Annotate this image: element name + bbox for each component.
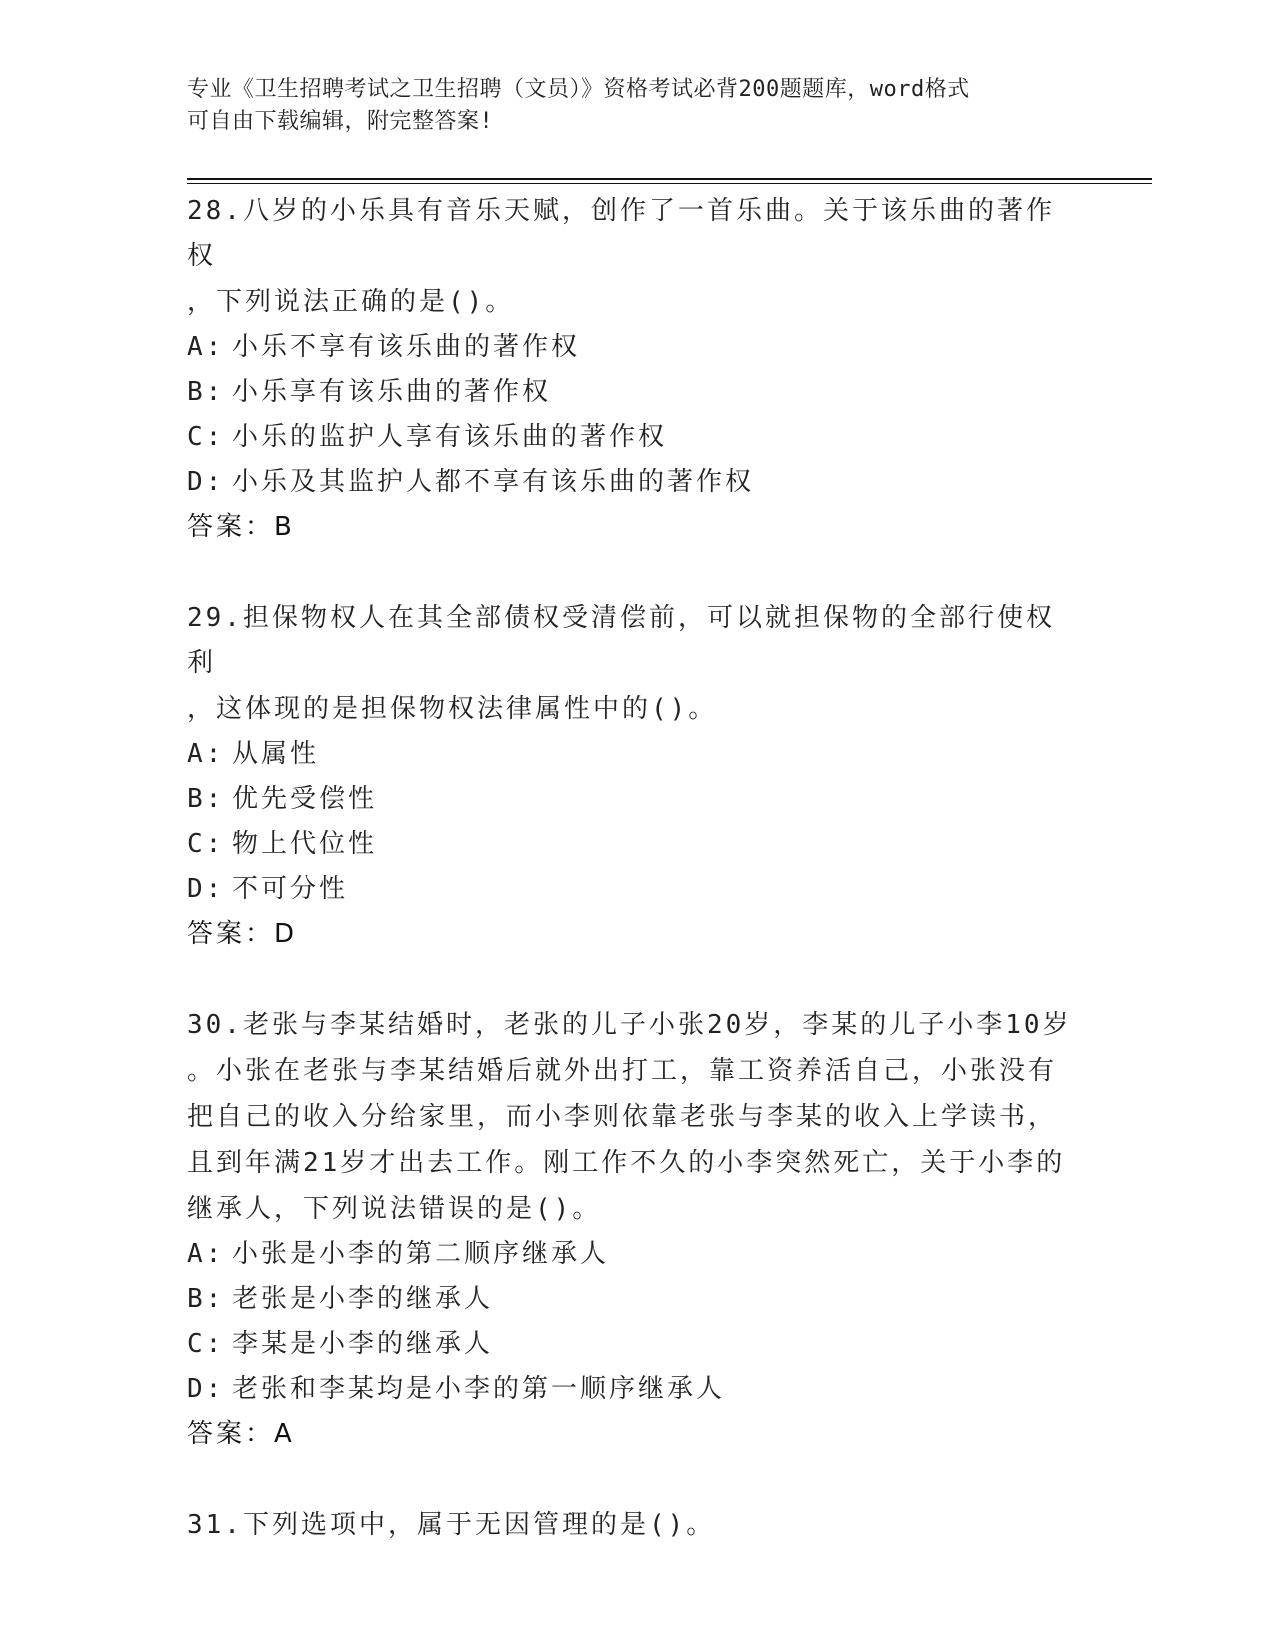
option-a [187,1232,1077,1277]
option-a [187,732,1077,777]
question-29 [187,595,1077,957]
option-text: 小乐享有该乐曲的著作权 [232,377,552,407]
option-text: 从属性 [232,739,320,769]
question-stem-line: ，这体现的是担保物权法律属性中的()。 [187,694,718,724]
option-text: 小乐不享有该乐曲的著作权 [232,332,581,362]
option-text: 小乐及其监护人都不享有该乐曲的著作权 [232,467,755,497]
option-text: 不可分性 [232,874,349,904]
option-key: D: [187,467,225,497]
option-text: 老张是小李的继承人 [232,1284,494,1314]
question-stem-line: 。小张在老张与李某结婚后就外出打工，靠工资养活自己，小张没有 [187,1056,1058,1086]
option-text: 老张和李某均是小李的第一顺序继承人 [232,1374,726,1404]
option-d [187,460,1077,505]
option-key: A: [187,332,225,362]
document-header [187,74,1067,138]
option-text: 李某是小李的继承人 [232,1329,494,1359]
option-d [187,1367,1077,1412]
question-list [187,188,1077,1548]
option-key: A: [187,1239,225,1269]
option-c [187,1322,1077,1367]
question-28 [187,188,1077,550]
header-rule-thick [187,178,1152,180]
option-c [187,822,1077,867]
option-b [187,1277,1077,1322]
header-rule-thin [187,183,1152,184]
option-text: 优先受偿性 [232,784,378,814]
option-key: B: [187,1284,225,1314]
option-key: C: [187,1329,225,1359]
question-stem-line: 31.下列选项中，属于无因管理的是()。 [187,1510,716,1540]
option-key: D: [187,874,225,904]
question-31 [187,1502,1077,1548]
option-b [187,370,1077,415]
header-line-2: 可自由下载编辑，附完整答案! [187,109,494,134]
option-b [187,777,1077,822]
question-spacer [187,1457,1077,1502]
option-text: 小张是小李的第二顺序继承人 [232,1239,610,1269]
option-d [187,867,1077,912]
answer-line: 答案：A [187,1419,295,1449]
header-line-1: 专业《卫生招聘考试之卫生招聘（文员）》资格考试必背200题题库，word格式 [187,77,970,102]
option-a [187,325,1077,370]
question-spacer [187,550,1077,595]
answer-line: 答案：B [187,512,295,542]
option-key: B: [187,377,225,407]
question-stem-line: 29.担保物权人在其全部债权受清偿前，可以就担保物的全部行使权利 [187,603,1055,678]
question-stem-line: ，下列说法正确的是()。 [187,287,515,317]
question-30 [187,1002,1077,1457]
option-key: C: [187,829,225,859]
option-key: A: [187,739,225,769]
option-key: D: [187,1374,225,1404]
question-stem-line: 且到年满21岁才出去工作。刚工作不久的小李突然死亡，关于小李的 [187,1148,1066,1178]
option-key: B: [187,784,225,814]
question-spacer [187,957,1077,1002]
question-stem-line: 继承人，下列说法错误的是()。 [187,1194,602,1224]
option-key: C: [187,422,225,452]
option-text: 小乐的监护人享有该乐曲的著作权 [232,422,668,452]
question-stem-line: 28.八岁的小乐具有音乐天赋，创作了一首乐曲。关于该乐曲的著作权 [187,196,1055,271]
question-stem-line: 把自己的收入分给家里，而小李则依靠老张与李某的收入上学读书， [187,1102,1058,1132]
option-c [187,415,1077,460]
option-text: 物上代位性 [232,829,378,859]
question-stem-line: 30.老张与李某结婚时，老张的儿子小张20岁，李某的儿子小李10岁 [187,1010,1072,1040]
answer-line: 答案：D [187,919,298,949]
